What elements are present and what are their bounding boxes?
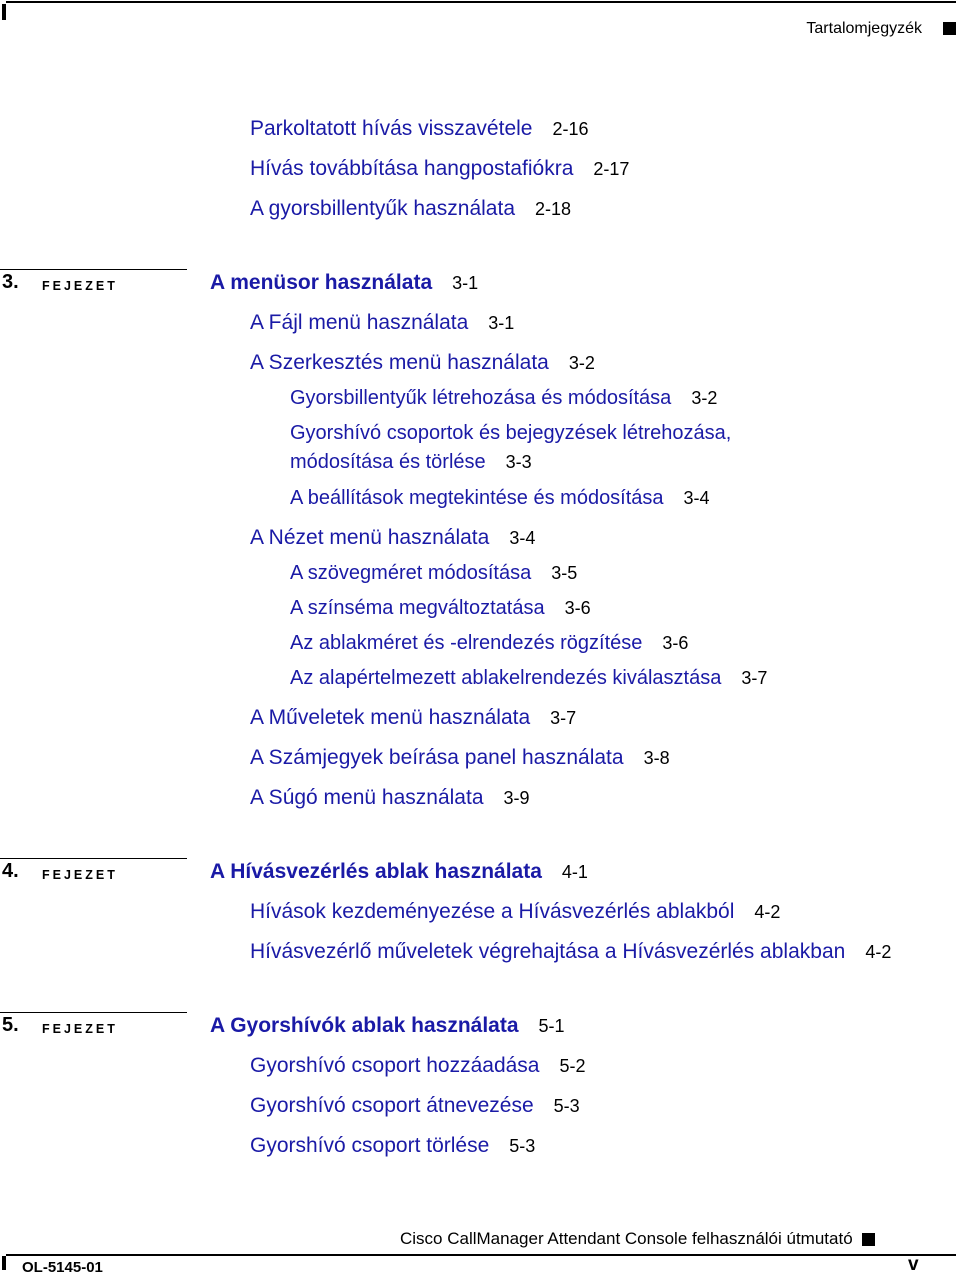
toc-subentry[interactable] [290,384,717,412]
toc-entry[interactable] [250,1092,580,1120]
chapter-page: 3-1 [452,273,479,293]
toc-entry[interactable] [250,898,780,926]
toc-entry-title: Hívás továbbítása hangpostafiókra [250,157,574,180]
footer-doc-title: Cisco CallManager Attendant Console felhasználói útmutató [400,1229,853,1248]
toc-entry[interactable] [250,1132,535,1160]
toc-entry-page: 3-7 [741,668,768,688]
header-rule [6,1,956,3]
toc-entry[interactable] [250,784,530,812]
toc-entry-page: 3-8 [643,748,670,768]
toc-entry-title-line1: Gyorshívó csoportok és bejegyzések létrehozása, [290,422,732,444]
chapter-title-link[interactable] [210,858,588,886]
toc-entry-page: 3-6 [662,633,689,653]
toc-entry-title-line2: módosítása és törlése [290,451,486,473]
toc-subentry[interactable] [290,419,731,477]
toc-entry-title: Gyorsbillentyűk létrehozása és módosítása [290,387,672,409]
toc-entry-page: 4-2 [754,902,781,922]
chapter-rule [0,858,187,859]
toc-entry-title: A Számjegyek beírása panel használata [250,746,624,769]
toc-entry-page: 3-9 [503,788,530,808]
toc-entry-page: 5-2 [559,1056,586,1076]
header-margin-bar [2,4,6,20]
toc-entry-title: Parkoltatott hívás visszavétele [250,117,533,140]
toc-entry[interactable] [250,115,589,143]
toc-entry[interactable] [250,349,595,377]
footer-margin-bar [2,1256,6,1270]
chapter-title: A menüsor használata [210,271,433,294]
chapter-label: FEJEZET [42,1022,118,1036]
toc-entry[interactable] [250,309,514,337]
chapter-label: FEJEZET [42,868,118,882]
toc-entry-page: 3-1 [488,313,515,333]
chapter-page: 5-1 [538,1016,565,1036]
footer-doc-code: OL-5145-01 [22,1259,103,1276]
toc-entry[interactable] [250,744,670,772]
toc-entry-title: A színséma megváltoztatása [290,597,545,619]
toc-entry-title: A Szerkesztés menü használata [250,351,549,374]
toc-entry-title: Gyorshívó csoport törlése [250,1134,490,1157]
toc-entry-page: 5-3 [553,1096,580,1116]
chapter-title: A Gyorshívók ablak használata [210,1014,519,1037]
toc-entry[interactable] [250,195,571,223]
toc-entry-page: 2-16 [552,119,589,139]
chapter-page: 4-1 [561,862,588,882]
toc-entry-title: A beállítások megtekintése és módosítása [290,487,664,509]
toc-entry[interactable] [250,1052,586,1080]
toc-entry-page: 3-6 [564,598,591,618]
chapter-title: A Hívásvezérlés ablak használata [210,860,542,883]
toc-entry-page: 3-5 [551,563,578,583]
chapter-title-link[interactable] [210,269,478,297]
toc-entry-title: A Műveletek menü használata [250,706,531,729]
toc-entry-page: 3-2 [691,388,718,408]
toc-subentry[interactable] [290,559,577,587]
toc-entry-title: Az ablakméret és -elrendezés rögzítése [290,632,643,654]
toc-entry-page: 4-2 [865,942,892,962]
toc-entry-page: 3-7 [550,708,577,728]
toc-entry-title: Gyorshívó csoport hozzáadása [250,1054,540,1077]
toc-entry[interactable] [250,938,891,966]
chapter-rule [0,269,187,270]
toc-subentry[interactable] [290,484,710,512]
toc-entry-page: 3-3 [505,452,532,472]
footer-rule [6,1254,956,1256]
chapter-rule [0,1012,187,1013]
toc-entry[interactable] [250,704,576,732]
header-section-title: Tartalomjegyzék [806,20,922,37]
chapter-number: 3. [2,271,19,293]
chapter-label: FEJEZET [42,279,118,293]
toc-entry-page: 3-4 [683,488,710,508]
toc-entry[interactable] [250,524,535,552]
toc-entry-title: Hívásvezérlő műveletek végrehajtása a Hívásvezérlés ablakban [250,940,846,963]
header-square-marker [943,22,956,35]
toc-entry-title: A Súgó menü használata [250,786,484,809]
toc-entry[interactable] [250,155,629,183]
toc-subentry[interactable] [290,664,767,692]
footer-square-marker [862,1233,875,1246]
toc-entry-title: A Nézet menü használata [250,526,490,549]
toc-entry-page: 3-2 [568,353,595,373]
toc-entry-page: 3-4 [509,528,536,548]
toc-entry-title: Az alapértelmezett ablakelrendezés kiválasztása [290,667,722,689]
toc-entry-title: Hívások kezdeményezése a Hívásvezérlés ablakból [250,900,735,923]
toc-entry-title: A szövegméret módosítása [290,562,532,584]
chapter-title-link[interactable] [210,1012,565,1040]
toc-entry-title: A gyorsbillentyűk használata [250,197,515,220]
toc-entry-title: Gyorshívó csoport átnevezése [250,1094,534,1117]
chapter-number: 4. [2,860,19,882]
footer-page-number: v [908,1254,919,1275]
toc-subentry[interactable] [290,629,688,657]
toc-entry-page: 2-18 [535,199,572,219]
toc-subentry[interactable] [290,594,591,622]
toc-entry-title: A Fájl menü használata [250,311,469,334]
toc-entry-page: 2-17 [593,159,630,179]
toc-entry-page: 5-3 [509,1136,536,1156]
chapter-number: 5. [2,1014,19,1036]
